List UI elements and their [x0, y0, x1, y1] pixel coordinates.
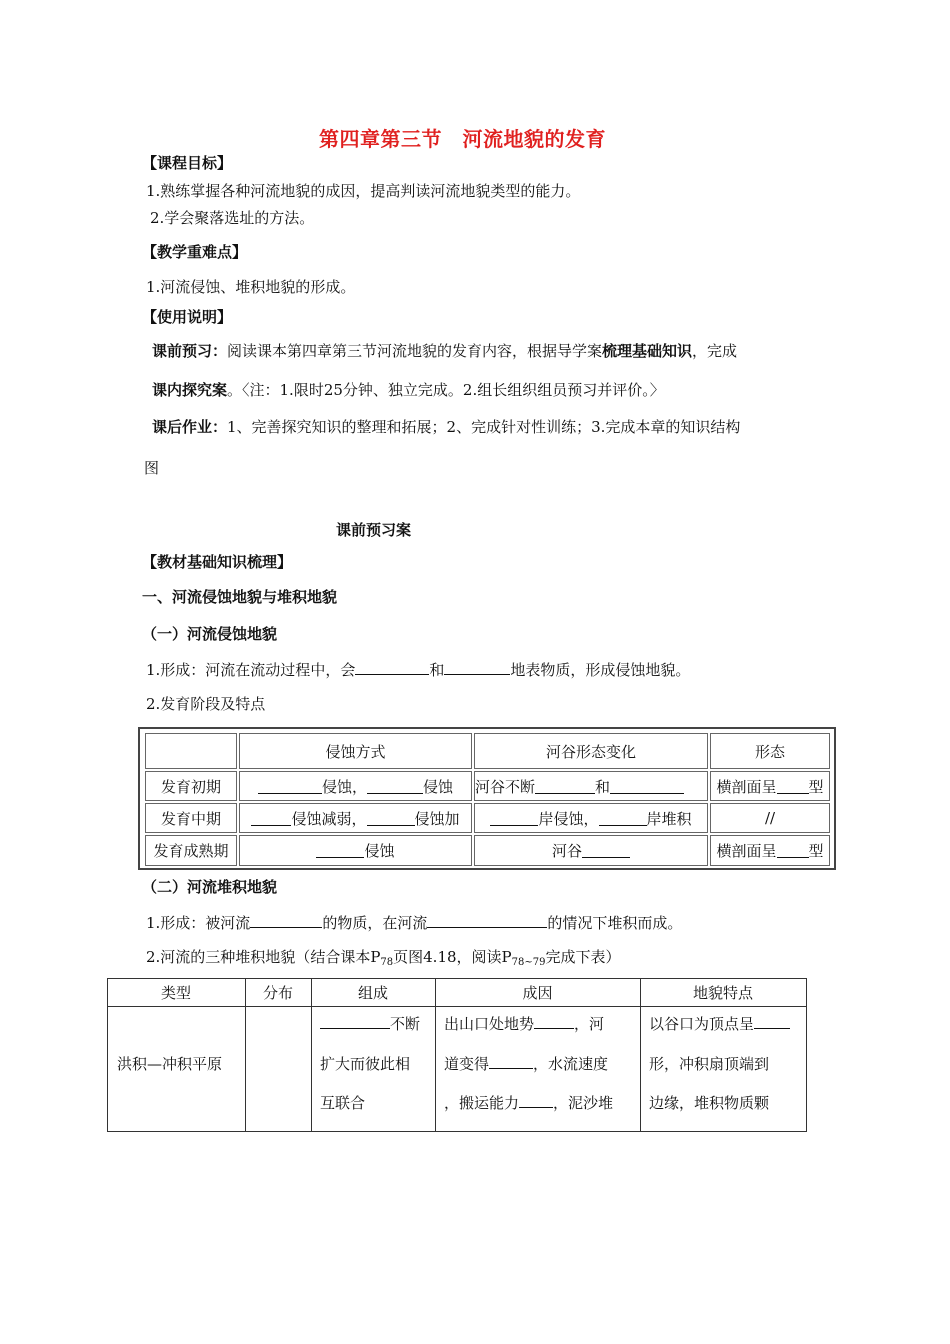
blank[interactable]	[777, 779, 809, 794]
preview-text-c: 。〈注：1.限时25分钟、独立完成。2.组长组织组员预习并评价。〉	[227, 381, 665, 399]
blank[interactable]	[250, 913, 322, 928]
table-cell: 河谷不断 和	[474, 771, 708, 801]
preview-bold-a: 梳理基础知识	[602, 342, 693, 360]
erosion-formation	[146, 659, 690, 680]
cause-line-3: ，搬运能力 ，泥沙堆	[444, 1094, 614, 1112]
table-cell: 横剖面呈 型	[710, 835, 830, 866]
blank[interactable]	[367, 779, 423, 794]
feature-line-3: 边缘，堆积物质颗	[649, 1094, 770, 1112]
blank[interactable]	[534, 1014, 574, 1029]
erosion-stage: 2.发育阶段及特点	[146, 695, 266, 713]
feature-line-2: 形，冲积扇顶端到	[649, 1055, 770, 1073]
table-cell: 河谷	[474, 835, 708, 866]
blank[interactable]	[535, 779, 595, 794]
table-header-cell: 成因	[522, 983, 553, 1002]
table-cell: 侵蚀	[239, 835, 472, 866]
composition-line-3: 互联合	[320, 1094, 366, 1112]
pre-study-title: 课前预习案	[336, 521, 412, 539]
blank[interactable]	[367, 811, 415, 826]
homework-instruction	[152, 416, 740, 437]
blank[interactable]	[258, 779, 322, 794]
table-header-cell: 侵蚀方式	[239, 733, 472, 769]
preview-instruction	[152, 340, 737, 361]
table-cell: 横剖面呈 型	[710, 771, 830, 801]
blank[interactable]	[316, 843, 364, 858]
table-cell: //	[710, 803, 830, 833]
objective-1: 1.熟练掌握各种河流地貌的成因，提高判读河流地貌类型的能力。	[146, 182, 581, 200]
homework-text: 1、完善探究知识的整理和拓展；2、完成针对性训练；3.完成本章的知识结构	[227, 418, 741, 436]
blank[interactable]	[427, 913, 547, 928]
composition-line-2: 扩大而彼此相	[320, 1055, 411, 1073]
table-row-label: 发育中期	[145, 803, 237, 833]
keypoint-1: 1.河流侵蚀、堆积地貌的形成。	[146, 278, 356, 296]
usage-heading: 【使用说明】	[142, 308, 233, 326]
homework-text-2: 图	[144, 459, 160, 477]
erosion-form-b: 和	[429, 661, 445, 679]
blank[interactable]	[599, 811, 647, 826]
cause-line-1: 出山口处地势 ，河	[444, 1015, 605, 1033]
blank[interactable]	[251, 811, 291, 826]
table-header-cell: 地貌特点	[692, 983, 753, 1002]
blank[interactable]	[582, 843, 630, 858]
blank[interactable]	[355, 660, 429, 675]
table-header-cell	[145, 733, 237, 769]
part1-sub1: （一）河流侵蚀地貌	[142, 625, 278, 643]
deposit-landform-table	[107, 978, 807, 1132]
part1-sub2: （二）河流堆积地貌	[142, 878, 278, 896]
feature-line-1: 以谷口为顶点呈	[649, 1013, 790, 1034]
keypoints-heading: 【教学重难点】	[142, 243, 248, 261]
preview-text-a: 阅读课本第四章第三节河流地貌的发育内容，根据导学案	[227, 342, 603, 360]
page-title: 第四章第三节 河流地貌的发育	[319, 127, 606, 151]
knowledge-heading: 【教材基础知识梳理】	[142, 553, 293, 571]
table-header-cell: 河谷形态变化	[474, 733, 708, 769]
erosion-form-c: 地表物质，形成侵蚀地貌。	[510, 661, 691, 679]
table-cell: 岸侵蚀， 岸堆积	[474, 803, 708, 833]
blank[interactable]	[777, 843, 809, 858]
table-header-cell: 分布	[262, 983, 293, 1002]
table-header-cell: 类型	[160, 983, 191, 1002]
cause-line-2: 道变得 ，水流速度	[444, 1055, 609, 1073]
blank[interactable]	[519, 1093, 553, 1108]
preview-bold-b: 课内探究案	[152, 381, 228, 399]
table-row-label: 发育成熟期	[145, 835, 237, 866]
blank[interactable]	[610, 779, 684, 794]
blank[interactable]	[754, 1014, 790, 1029]
table-header-cell: 形态	[710, 733, 830, 769]
preview-label: 课前预习：	[152, 342, 228, 360]
composition-line-1: 不断	[320, 1013, 420, 1034]
blank[interactable]	[490, 811, 538, 826]
blank[interactable]	[320, 1014, 390, 1029]
erosion-form-a: 1.形成：河流在流动过程中，会	[146, 661, 356, 679]
table-cell: 侵蚀减弱， 侵蚀加	[239, 803, 472, 833]
table-row-label: 发育初期	[145, 771, 237, 801]
deposit-three-types: 2.河流的三种堆积地貌（结合课本$P_{78}$页图4.18，阅读$P_{78\sim 79}$完成下表）	[146, 948, 621, 968]
table-header-cell: 组成	[357, 983, 388, 1002]
erosion-stage-table	[138, 727, 836, 870]
blank[interactable]	[444, 660, 510, 675]
blank[interactable]	[489, 1054, 533, 1069]
homework-label: 课后作业：	[152, 418, 228, 436]
table-cell: 侵蚀， 侵蚀	[239, 771, 472, 801]
preview-text-b: ，完成	[692, 342, 738, 360]
objective-2: 2.学会聚落选址的方法。	[150, 209, 315, 227]
preview-instruction-2	[152, 379, 665, 400]
part1-heading: 一、河流侵蚀地貌与堆积地貌	[142, 588, 338, 606]
objectives-heading: 【课程目标】	[142, 154, 233, 172]
landform-type: 洪积—冲积平原	[117, 1055, 223, 1073]
deposit-formation: 1.形成：被河流 的物质，在河流 的情况下堆积而成。	[146, 914, 683, 932]
